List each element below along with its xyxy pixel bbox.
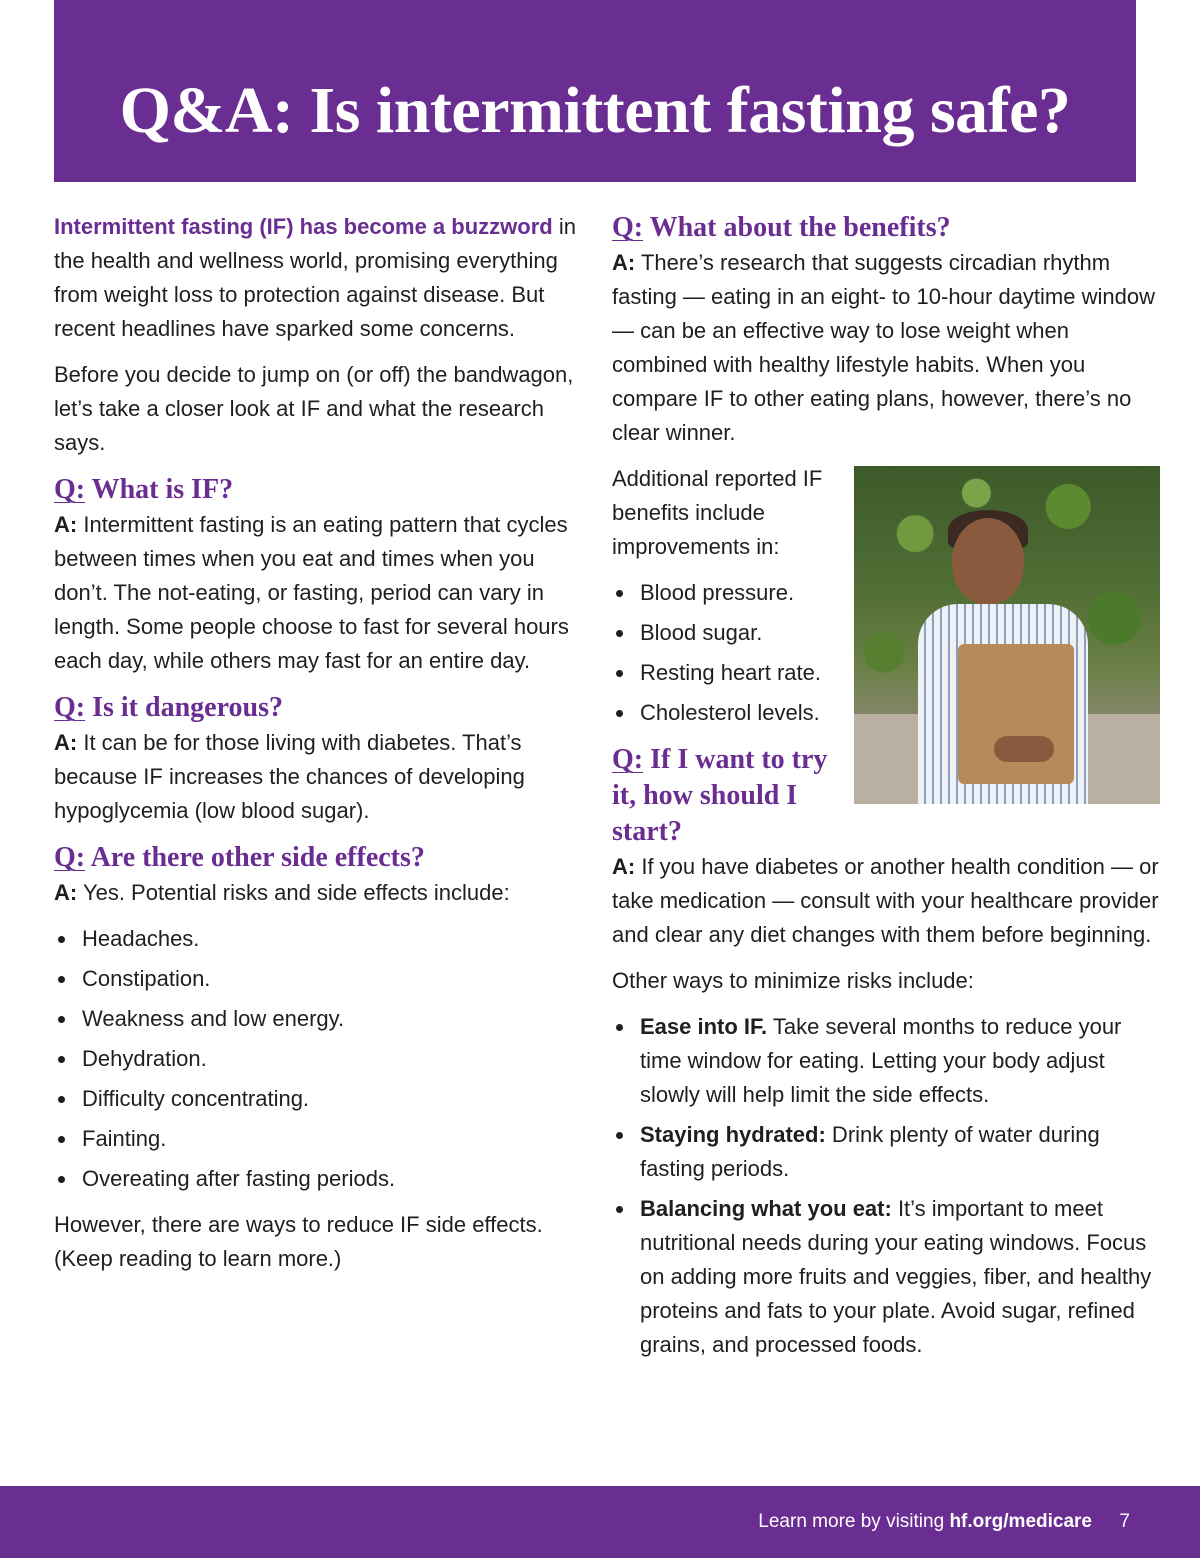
question-how-to-start: Q: If I want to try it, how should I start? bbox=[612, 744, 828, 847]
list-item: Balancing what you eat: It’s important to meet nutritional needs during your eating windows. Focus on adding more fruits and veggies, fiber, and healthy proteins and fats to your plate. Avoid sugar, refined grains, and processed foods. bbox=[612, 1192, 1160, 1362]
list-item: Resting heart rate. bbox=[612, 656, 1160, 690]
page-title: Q&A: Is intermittent fasting safe? bbox=[119, 74, 1071, 147]
intro-text: in the health and wellness world, promising everything from weight loss to protection against disease. But recent headlines have sparked some concerns. bbox=[54, 214, 576, 341]
list-item: Overeating after fasting periods. bbox=[54, 1162, 582, 1196]
question-benefits: Q: What about the benefits? bbox=[612, 212, 951, 243]
footer-bar bbox=[0, 1486, 1200, 1558]
page-number: 7 bbox=[1119, 1511, 1130, 1532]
tips-list bbox=[612, 1010, 1160, 1362]
answer-side-effects: A: Yes. Potential risks and side effects include: bbox=[54, 880, 510, 905]
list-item: Fainting. bbox=[54, 1122, 582, 1156]
list-item: Weakness and low energy. bbox=[54, 1002, 582, 1036]
question-is-it-dangerous: Q: Is it dangerous? bbox=[54, 692, 283, 723]
side-effects-list bbox=[54, 922, 582, 1196]
intro-paragraph-2: Before you decide to jump on (or off) the bandwagon, let’s take a closer look at IF and what the research says. bbox=[54, 362, 574, 455]
list-item: Ease into IF. Take several months to reduce your time window for eating. Letting your body adjust slowly will help limit the side effects. bbox=[612, 1010, 1160, 1112]
list-item: Cholesterol levels. bbox=[612, 696, 1160, 730]
right-column bbox=[612, 210, 1160, 1374]
question-what-is-if: Q: What is IF? bbox=[54, 474, 234, 505]
intro-lede: Intermittent fasting (IF) has become a buzzword bbox=[54, 214, 553, 239]
closing-paragraph: However, there are ways to reduce IF side effects. (Keep reading to learn more.) bbox=[54, 1212, 543, 1271]
answer-is-it-dangerous: A: It can be for those living with diabetes. That’s because IF increases the chances of developing hypoglycemia (low blood sugar). bbox=[54, 730, 525, 823]
question-side-effects: Q: Are there other side effects? bbox=[54, 842, 425, 873]
list-item: Dehydration. bbox=[54, 1042, 582, 1076]
benefits-intro: Additional reported IF benefits include improvements in: bbox=[612, 466, 823, 559]
list-item: Staying hydrated: Drink plenty of water during fasting periods. bbox=[612, 1118, 1160, 1186]
footer-url[interactable]: hf.org/medicare bbox=[949, 1511, 1092, 1532]
title-banner bbox=[54, 0, 1136, 182]
list-item: Difficulty concentrating. bbox=[54, 1082, 582, 1116]
answer-how-to-start: A: If you have diabetes or another health condition — or take medication — consult with your healthcare provider and clear any diet changes with them before beginning. bbox=[612, 854, 1159, 947]
list-item: Headaches. bbox=[54, 922, 582, 956]
intro-paragraph bbox=[54, 210, 582, 346]
answer-what-is-if: A: Intermittent fasting is an eating pattern that cycles between times when you eat and times when you don’t. The not-eating, or fasting, period can vary in length. Some people choose to fast for several hours each day, while others may fast for an entire day. bbox=[54, 512, 569, 673]
list-item: Blood sugar. bbox=[612, 616, 1160, 650]
tips-intro: Other ways to minimize risks include: bbox=[612, 968, 974, 993]
footer-text: Learn more by visiting hf.org/medicare bbox=[758, 1511, 1092, 1532]
list-item: Constipation. bbox=[54, 962, 582, 996]
answer-benefits: A: There’s research that suggests circadian rhythm fasting — eating in an eight- to 10-hour daytime window — can be an effective way to lose weight when combined with healthy lifestyle habits. When you compare IF to other eating plans, however, there’s no clear winner. bbox=[612, 250, 1155, 445]
left-column bbox=[54, 210, 582, 1288]
list-item: Blood pressure. bbox=[612, 576, 1160, 610]
